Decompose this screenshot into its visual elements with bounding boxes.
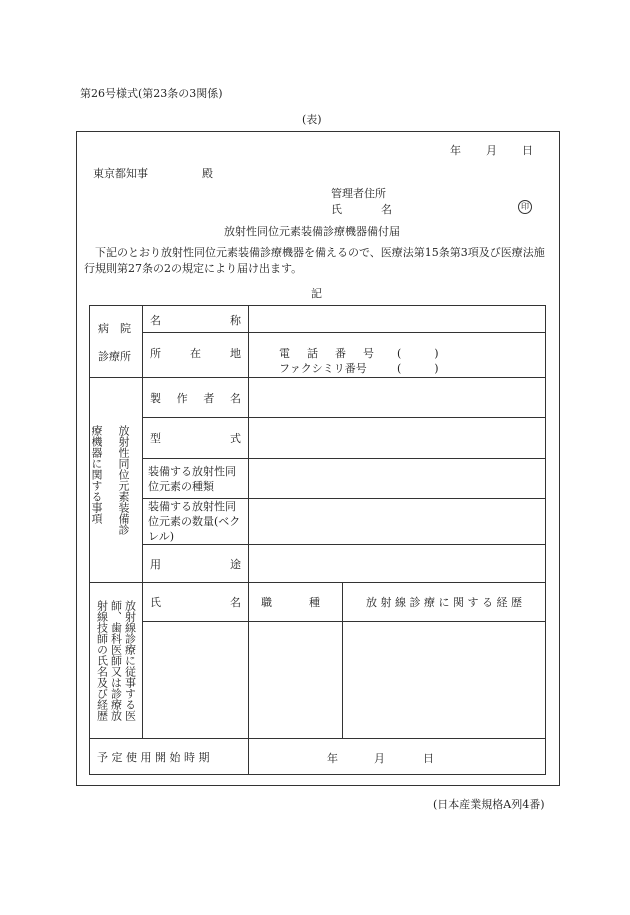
staff-group-col-3: 射線技師の氏名及び経歴	[95, 600, 109, 721]
staff-job-char: 種	[309, 596, 320, 609]
device-group-col-2: 療機器に関する事項	[90, 425, 103, 524]
ki-label: 記	[311, 287, 322, 300]
hospital-name-char: 称	[230, 314, 241, 327]
device-group-col-1: 放射性同位元素装備診	[117, 425, 130, 535]
hospital-group-cell	[90, 306, 143, 378]
location-char: 地	[230, 347, 241, 360]
phone-char: 番	[335, 347, 346, 360]
maker-char: 者	[203, 391, 215, 405]
isotope-qty-label: 装備する放射性同位元素の数量(ベクレル)	[148, 500, 241, 543]
hospital-group-label-1: 病 院	[98, 321, 131, 335]
staff-name-char: 氏	[150, 596, 161, 609]
maker-char: 名	[229, 391, 241, 405]
start-label: 予 定 使 用 開 始 時 期	[97, 750, 210, 764]
model-char: 式	[230, 432, 241, 445]
staff-group-col-2: 師、歯科医師又は診療放	[109, 600, 123, 721]
start-label-cell	[90, 739, 249, 775]
name-label-1: 氏	[331, 203, 342, 216]
isotope-qty-value[interactable]	[249, 499, 546, 545]
staff-group-cell	[90, 583, 143, 739]
form-number: 第26号様式(第23条の3関係)	[80, 87, 223, 100]
footer-note: (日本産業規格A列4番)	[433, 798, 545, 811]
hospital-location-value[interactable]	[249, 333, 546, 378]
hospital-name-value[interactable]	[249, 306, 546, 333]
staff-career-header	[343, 583, 546, 622]
isotope-type-label: 装備する放射性同位元素の種類	[148, 464, 236, 493]
hospital-group-label-2: 診療所	[98, 349, 131, 363]
staff-group-col-1: 放射線診療に従事する医	[123, 600, 137, 721]
model-value[interactable]	[249, 418, 546, 459]
staff-job-char: 職	[261, 596, 272, 609]
date-year: 年	[450, 144, 461, 157]
phone-char: 電	[279, 347, 290, 360]
staff-name-header	[143, 583, 249, 622]
fax-paren: ( )	[397, 362, 439, 375]
hospital-name-char: 名	[150, 314, 161, 327]
date-month: 月	[486, 144, 497, 157]
staff-job-value[interactable]	[249, 622, 343, 739]
staff-name-value[interactable]	[143, 622, 249, 739]
maker-value[interactable]	[249, 378, 546, 418]
use-label-cell	[143, 545, 249, 583]
staff-job-header	[249, 583, 343, 622]
name-label-2: 名	[381, 203, 392, 216]
maker-label-cell	[143, 378, 249, 418]
isotope-qty-label-cell	[143, 499, 249, 545]
location-char: 所	[150, 347, 161, 360]
use-char: 用	[150, 557, 161, 571]
start-value[interactable]	[249, 739, 546, 775]
start-year: 年	[327, 752, 338, 765]
addressee-governor: 東京都知事	[93, 167, 148, 180]
staff-name-char: 名	[230, 596, 241, 609]
manager-address-label: 管理者住所	[331, 187, 386, 200]
phone-char: 号	[363, 347, 374, 360]
start-month: 月	[374, 752, 385, 765]
hospital-name-label-cell	[143, 306, 249, 333]
use-value[interactable]	[249, 545, 546, 583]
staff-career-label: 放 射 線 診 療 に 関 す る 経 歴	[366, 596, 522, 609]
date-day: 日	[522, 144, 533, 157]
maker-char: 製	[150, 391, 161, 405]
isotope-type-label-cell	[143, 459, 249, 499]
fax-label: ファクシミリ番号	[279, 362, 367, 375]
model-char: 型	[150, 432, 161, 445]
phone-paren: ( )	[397, 347, 439, 360]
isotope-type-value[interactable]	[249, 459, 546, 499]
start-day: 日	[423, 752, 434, 765]
addressee-honorific: 殿	[202, 167, 213, 180]
staff-career-value[interactable]	[343, 622, 546, 739]
phone-char: 話	[307, 347, 318, 360]
document-title: 放射性同位元素装備診療機器備付届	[224, 225, 400, 238]
location-char: 在	[190, 347, 201, 360]
seal-mark: 印	[518, 200, 532, 214]
form-table	[89, 305, 546, 775]
use-char: 途	[230, 557, 241, 571]
model-label-cell	[143, 418, 249, 459]
form-side: (表)	[302, 113, 322, 126]
body-text: 下記のとおり放射性同位元素装備診療機器を備えるので、医療法第15条第3項及び医療法施行規則第27条の2の規定により届け出ます。	[84, 246, 545, 275]
maker-char: 作	[176, 391, 188, 405]
device-group-cell	[90, 378, 143, 583]
hospital-location-label-cell	[143, 333, 249, 378]
